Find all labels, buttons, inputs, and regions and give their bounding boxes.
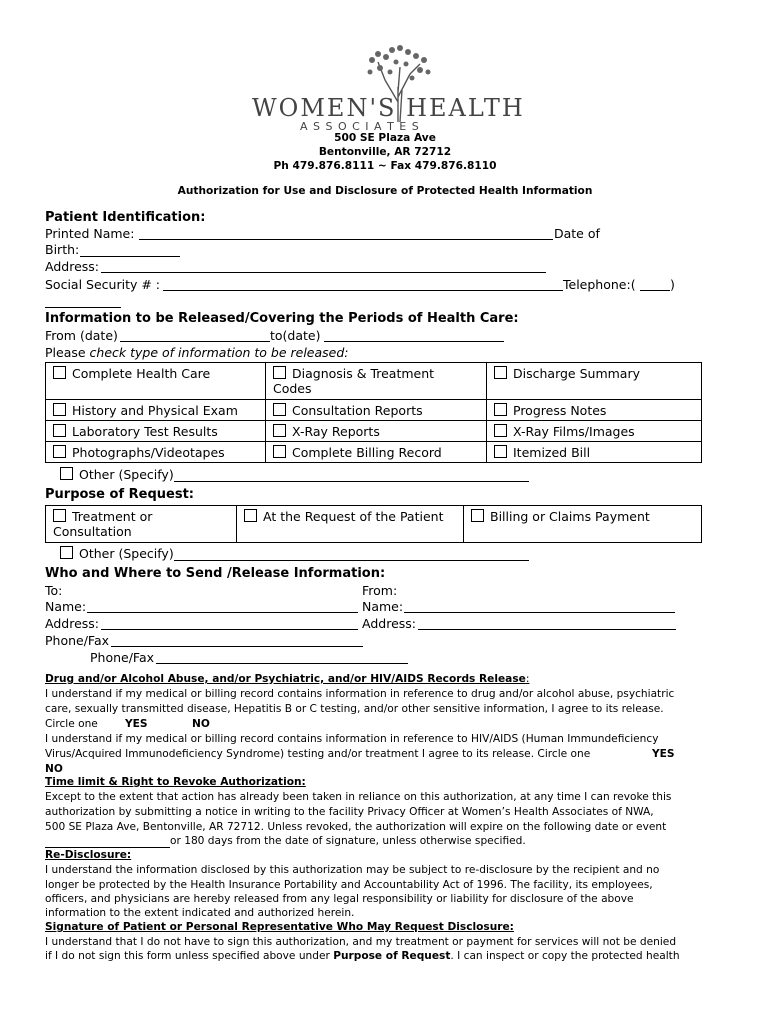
checkbox-purpose-other[interactable] bbox=[60, 546, 73, 559]
redisclosure-text-1: I understand the information disclosed by this authorization may be subject to re-disclosure by the recipient and no bbox=[45, 864, 660, 876]
info-type-table bbox=[45, 362, 702, 463]
drug-text-1: I understand if my medical or billing record contains information in reference to drug and/or alcohol abuse, psychiatric bbox=[45, 688, 675, 700]
checkbox-treatment[interactable] bbox=[53, 509, 66, 522]
patient-heading: Patient Identification: bbox=[45, 210, 206, 225]
checkbox-billing-claims[interactable] bbox=[471, 509, 484, 522]
label-itemized-bill: Itemized Bill bbox=[513, 445, 591, 460]
hiv-yes[interactable]: YES bbox=[652, 748, 675, 760]
purpose-table bbox=[45, 505, 702, 543]
logo bbox=[250, 42, 525, 137]
drug-heading: Drug and/or Alcohol Abuse, and/or Psychiatric, and/or HIV/AIDS Records Release: bbox=[45, 673, 530, 685]
address-label: Address: bbox=[45, 259, 99, 274]
checkbox-patient-request[interactable] bbox=[244, 509, 257, 522]
to-name-label: Name: bbox=[45, 599, 87, 614]
checkbox-xray-films[interactable] bbox=[494, 424, 507, 437]
telephone-field[interactable] bbox=[45, 307, 121, 308]
expiry-field[interactable] bbox=[45, 847, 170, 848]
checkbox-xray-reports[interactable] bbox=[273, 424, 286, 437]
checkbox-history-physical[interactable] bbox=[53, 403, 66, 416]
checkbox-photographs[interactable] bbox=[53, 445, 66, 458]
label-diagnosis-treatment: Diagnosis & Treatment bbox=[292, 366, 435, 381]
label-history-physical: History and Physical Exam bbox=[72, 403, 238, 418]
purpose-other bbox=[60, 546, 174, 561]
printed-name-field[interactable] bbox=[139, 239, 553, 240]
from-name-label: Name: bbox=[362, 599, 404, 614]
label-xray-reports: X-Ray Reports bbox=[292, 424, 380, 439]
label-discharge-summary: Discharge Summary bbox=[513, 366, 640, 381]
label-lab-results: Laboratory Test Results bbox=[72, 424, 218, 439]
to-label: To: bbox=[45, 583, 63, 598]
to-address-label: Address: bbox=[45, 616, 99, 631]
signature-text-1: I understand that I do not have to sign this authorization, and my treatment or payment for services will not be denied bbox=[45, 936, 677, 948]
from-name-field[interactable] bbox=[404, 612, 675, 613]
form-title: Authorization for Use and Disclosure of Protected Health Information bbox=[177, 185, 593, 197]
label-codes: Codes bbox=[273, 381, 312, 396]
drug-no[interactable]: NO bbox=[192, 718, 210, 730]
label-treatment: Treatment or bbox=[72, 509, 153, 524]
to-phone-field[interactable] bbox=[111, 646, 363, 647]
checkbox-info-other[interactable] bbox=[60, 467, 73, 480]
checkbox-discharge-summary[interactable] bbox=[494, 366, 507, 379]
revoke-text-3: 500 SE Plaza Ave, Bentonville, AR 72712. Unless revoked, the authorization will expire on the following date or event bbox=[45, 821, 667, 833]
label-billing-claims: Billing or Claims Payment bbox=[490, 509, 650, 524]
checkbox-billing-record[interactable] bbox=[273, 445, 286, 458]
address-field[interactable] bbox=[101, 272, 546, 273]
check-instruction: Please check type of information to be released: bbox=[45, 345, 349, 360]
label-complete-health-care: Complete Health Care bbox=[72, 366, 211, 381]
from-date-label: From (date) bbox=[45, 328, 118, 343]
hiv-text-2: Virus/Acquired Immunodeficiency Syndrome) testing and/or treatment I agree to its release. Circle one bbox=[45, 748, 591, 760]
signature-text-2: if I do not sign this form unless specified above under Purpose of Request. I can inspect or copy the protected health bbox=[45, 950, 680, 962]
address-line-1: 500 SE Plaza Ave bbox=[334, 132, 436, 144]
hiv-no[interactable]: NO bbox=[45, 763, 63, 775]
telephone-label: Telephone:( bbox=[563, 277, 636, 292]
logo-subtitle: A S S O C I A T E S bbox=[300, 120, 420, 133]
checkbox-complete-health-care[interactable] bbox=[53, 366, 66, 379]
label-xray-films: X-Ray Films/Images bbox=[513, 424, 635, 439]
checkbox-lab-results[interactable] bbox=[53, 424, 66, 437]
address-line-2: Bentonville, AR 72712 bbox=[318, 146, 452, 158]
send-heading: Who and Where to Send /Release Information: bbox=[45, 566, 386, 581]
hiv-text-1: I understand if my medical or billing record contains information in reference to HIV/AIDS (Human Immundeficiency bbox=[45, 733, 659, 745]
revoke-text-2: authorization by submitting a notice in writing to the facility Privacy Officer at Women’s Health Associates of NWA, bbox=[45, 806, 654, 818]
revoke-text-4: or 180 days from the date of signature, unless otherwise specified. bbox=[170, 835, 526, 847]
ssn-label: Social Security # : bbox=[45, 277, 160, 292]
checkbox-diagnosis-treatment[interactable] bbox=[273, 366, 286, 379]
revoke-heading: Time limit & Right to Revoke Authorization: bbox=[45, 776, 306, 788]
from-date-field[interactable] bbox=[120, 341, 270, 342]
checkbox-consultation-reports[interactable] bbox=[273, 403, 286, 416]
to-address-field[interactable] bbox=[101, 629, 358, 630]
to-name-field[interactable] bbox=[87, 612, 358, 613]
revoke-text-1: Except to the extent that action has already been taken in reliance on this authorization, at any time I can revoke this bbox=[45, 791, 672, 803]
redisclosure-text-3: officers, and physicians are hereby released from any legal responsibility or liability for disclosure of the above bbox=[45, 893, 634, 905]
drug-yes[interactable]: YES bbox=[125, 718, 148, 730]
to-date-field[interactable] bbox=[324, 341, 504, 342]
redisclosure-text-4: information to the extent indicated and authorized herein. bbox=[45, 907, 355, 919]
checkbox-progress-notes[interactable] bbox=[494, 403, 507, 416]
label-info-other: Other (Specify) bbox=[79, 467, 174, 482]
info-heading: Information to be Released/Covering the Periods of Health Care: bbox=[45, 311, 519, 326]
phone-fax: Ph 479.876.8111 ~ Fax 479.876.8110 bbox=[273, 160, 497, 172]
redisclosure-text-2: longer be protected by the Health Insurance Portability and Accountability Act of 1996. The facility, its employees, bbox=[45, 879, 653, 891]
drug-circle-label: Circle one bbox=[45, 718, 98, 730]
label-photographs: Photographs/Videotapes bbox=[72, 445, 225, 460]
from-label: From: bbox=[362, 583, 398, 598]
info-other bbox=[60, 467, 174, 482]
label-billing-record: Complete Billing Record bbox=[292, 445, 442, 460]
telephone-close: ) bbox=[670, 277, 675, 292]
to-date-label: to(date) bbox=[270, 328, 321, 343]
drug-text-2: care, sexually transmitted disease, Hepatitis B or C testing, and/or other sensitive information, I agree to its release. bbox=[45, 703, 664, 715]
signature-heading: Signature of Patient or Personal Representative Who May Request Disclosure: bbox=[45, 921, 514, 933]
label-purpose-other: Other (Specify) bbox=[79, 546, 174, 561]
birth-label: Birth: bbox=[45, 242, 80, 257]
label-progress-notes: Progress Notes bbox=[513, 403, 607, 418]
from-phone-label: Phone/Fax bbox=[90, 650, 155, 665]
telephone-area-field[interactable] bbox=[640, 290, 670, 291]
redisclosure-heading: Re-Disclosure: bbox=[45, 849, 132, 861]
to-phone-label: Phone/Fax bbox=[45, 633, 110, 648]
birth-field[interactable] bbox=[80, 256, 180, 257]
checkbox-itemized-bill[interactable] bbox=[494, 445, 507, 458]
label-consultation-reports: Consultation Reports bbox=[292, 403, 423, 418]
logo-title: WOMEN'S HEALTH bbox=[252, 94, 525, 122]
from-address-field[interactable] bbox=[418, 629, 676, 630]
purpose-heading: Purpose of Request: bbox=[45, 487, 194, 502]
info-other-field[interactable] bbox=[174, 481, 529, 482]
printed-name-label: Printed Name: bbox=[45, 226, 135, 241]
from-address-label: Address: bbox=[362, 616, 416, 631]
label-consultation: Consultation bbox=[53, 524, 132, 539]
label-patient-request: At the Request of the Patient bbox=[263, 509, 444, 524]
from-phone-field[interactable] bbox=[156, 663, 408, 664]
purpose-other-field[interactable] bbox=[174, 560, 529, 561]
ssn-field[interactable] bbox=[163, 290, 563, 291]
date-of-label: Date of bbox=[554, 226, 600, 241]
